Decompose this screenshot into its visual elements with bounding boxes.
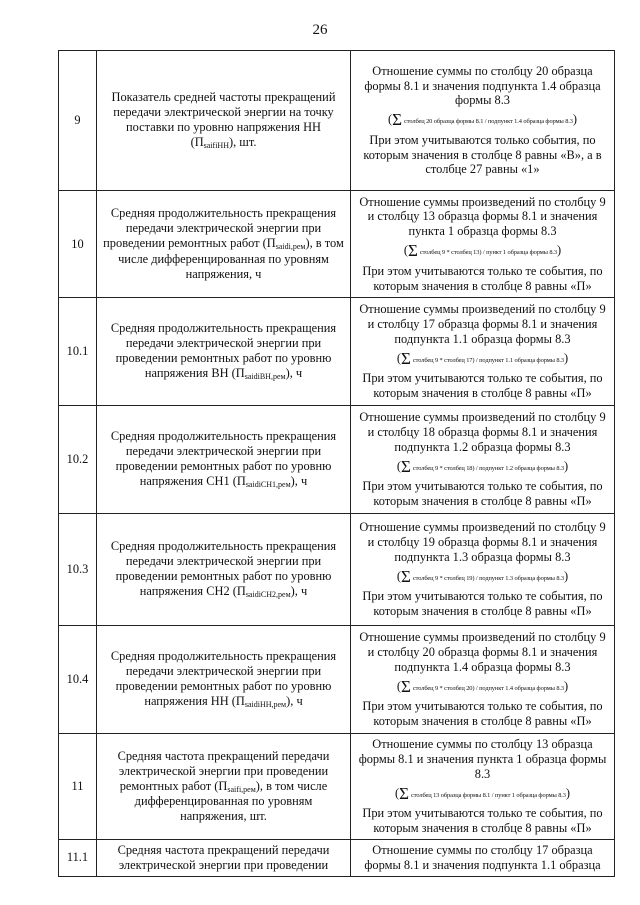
row-number: 10.2 — [59, 406, 97, 514]
calculation-description: Отношение суммы по столбцу 20 образца формы 8.1 и значения подпункта 1.4 образца формы 8.3 — [364, 63, 601, 108]
sum-symbol: Σ — [407, 241, 418, 261]
row-number: 10 — [59, 191, 97, 298]
calculation-note: При этом учитываются только те события, по которым значения в столбце 8 равны «П» — [362, 699, 603, 728]
calculation-method — [351, 298, 615, 406]
table-row — [59, 734, 615, 840]
calculation-description: Отношение суммы произведений по столбцу 9 и столбцу 18 образца формы 8.1 и значения подпункта 1.2 образца формы 8.3 — [359, 410, 606, 454]
table-row — [59, 406, 615, 514]
sum-symbol: Σ — [399, 783, 409, 803]
row-number: 11.1 — [59, 839, 97, 876]
formula: (Σ столбец 9 * столбец 13) / пункт 1 образца формы 8.3) — [403, 241, 562, 261]
formula: (Σ столбец 9 * столбец 19) / подпункт 1.3 образца формы 8.3) — [396, 566, 569, 586]
calculation-method — [351, 406, 615, 514]
calculation-method — [351, 191, 615, 298]
table-row — [59, 51, 615, 191]
calculation-note: При этом учитываются только те события, по которым значения в столбце 8 равны «П» — [362, 479, 603, 508]
sum-symbol: Σ — [392, 110, 403, 130]
row-number: 11 — [59, 734, 97, 840]
indicator-name: Средняя частота прекращений передачи электрической энергии при проведении ремонтных работ $(П_{saifi,рем})$, в том числе дифференцированная по уровням напряжения, шт. — [97, 734, 351, 840]
calculation-description: Отношение суммы произведений по столбцу 9 и столбцу 19 образца формы 8.1 и значения подпункта 1.3 образца формы 8.3 — [359, 520, 606, 564]
formula: (Σ столбец 9 * столбец 17) / подпункт 1.1 образца формы 8.3) — [396, 348, 569, 368]
calculation-note: При этом учитываются только те события, по которым значения в столбце 8 равны «П» — [362, 806, 603, 835]
calculation-description: Отношение суммы по столбцу 13 образца формы 8.1 и значения пункта 1 образца формы 8.3 — [358, 737, 607, 781]
indicator-name: Средняя частота прекращений передачи электрической энергии при проведении — [97, 839, 351, 876]
calculation-method — [351, 839, 615, 876]
row-number: 9 — [59, 51, 97, 191]
indicator-name: Средняя продолжительность прекращения передачи электрической энергии при проведении ремонтных работ по уровню напряжения СН1 $(П_{saidiСН1,рем})$, ч — [97, 406, 351, 514]
row-number: 10.1 — [59, 298, 97, 406]
table-row — [59, 514, 615, 626]
calculation-method — [351, 51, 615, 191]
sum-symbol: Σ — [400, 456, 411, 476]
page-number: 26 — [312, 22, 328, 38]
indicator-name: Средняя продолжительность прекращения передачи электрической энергии при проведении ремонтных работ $(П_{saidi,рем})$, в том числе дифференцированная по уровням напряжения, ч — [97, 191, 351, 298]
calculation-note: При этом учитываются только события, по которым значения в столбце 8 равны «В», а в столбце 27 равны «1» — [363, 132, 602, 177]
sum-symbol: Σ — [400, 676, 411, 696]
row-number: 10.4 — [59, 626, 97, 734]
calculation-description: Отношение суммы по столбцу 17 образца формы 8.1 и значения подпункта 1.1 образца — [364, 842, 601, 872]
calculation-method — [351, 514, 615, 626]
calculation-method — [351, 626, 615, 734]
calculation-description: Отношение суммы произведений по столбцу 9 и столбцу 13 образца формы 8.1 и значения пункта 1 образца формы 8.3 — [359, 194, 606, 239]
table-row — [59, 191, 615, 298]
table-row — [59, 839, 615, 876]
indicator-name: Показатель средней частоты прекращений передачи электрической энергии на точку поставки по уровню напряжения НН $(П_{saifiНН})$, шт. — [97, 51, 351, 191]
formula: (Σ столбец 9 * столбец 20) / подпункт 1.4 образца формы 8.3) — [396, 676, 569, 696]
formula: (Σ столбец 9 * столбец 18) / подпункт 1.2 образца формы 8.3) — [396, 456, 569, 476]
calculation-note: При этом учитываются только те события, по которым значения в столбце 8 равны «П» — [362, 263, 603, 293]
calculation-description: Отношение суммы произведений по столбцу 9 и столбцу 17 образца формы 8.1 и значения подпункта 1.1 образца формы 8.3 — [359, 302, 606, 346]
indicator-name: Средняя продолжительность прекращения передачи электрической энергии при проведении ремонтных работ по уровню напряжения СН2 $(П_{saidiСН2,рем})$, ч — [97, 514, 351, 626]
indicator-name: Средняя продолжительность прекращения передачи электрической энергии при проведении ремонтных работ по уровню напряжения НН $(П_{saidiНН,рем})$, ч — [97, 626, 351, 734]
calculation-description: Отношение суммы произведений по столбцу 9 и столбцу 20 образца формы 8.1 и значения подпункта 1.4 образца формы 8.3 — [359, 630, 606, 674]
formula: (Σ столбец 20 образца формы 8.1 / подпункт 1.4 образца формы 8.3) — [387, 110, 578, 130]
calculation-method — [351, 734, 615, 840]
calculation-note: При этом учитываются только те события, по которым значения в столбце 8 равны «П» — [362, 371, 603, 400]
row-number: 10.3 — [59, 514, 97, 626]
table-row — [59, 298, 615, 406]
formula: (Σ столбец 13 образца формы 8.1 / пункт 1 образца формы 8.3) — [394, 783, 571, 803]
indicators-table — [58, 50, 615, 877]
indicator-name: Средняя продолжительность прекращения передачи электрической энергии при проведении ремонтных работ по уровню напряжения ВН $(П_{saidiВН,рем})$, ч — [97, 298, 351, 406]
sum-symbol: Σ — [400, 348, 411, 368]
sum-symbol: Σ — [400, 566, 411, 586]
table-row — [59, 626, 615, 734]
calculation-note: При этом учитываются только те события, по которым значения в столбце 8 равны «П» — [362, 589, 603, 618]
